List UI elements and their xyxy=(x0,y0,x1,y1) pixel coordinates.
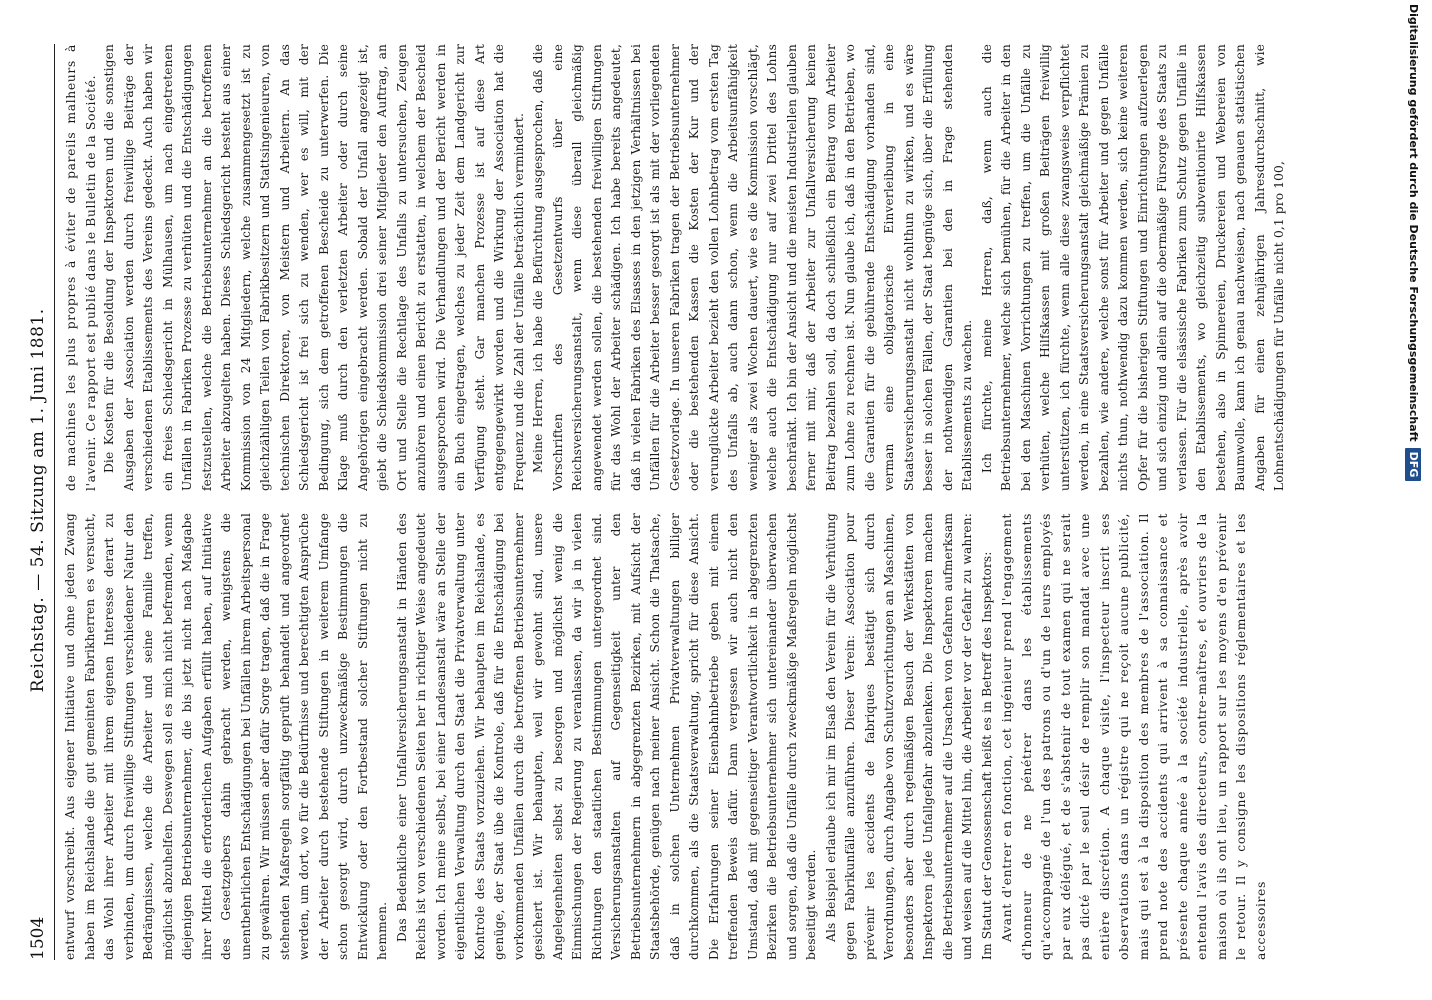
digitization-note xyxy=(1402,4,1424,994)
right-paragraph: Ich fürchte, meine Herren, daß, wenn auch die Betriebsunternehmer, welche sich bemühen, für die Arbeiter in den bei den Maschinen Vorrichtungen zu treffen, um die Unfälle zu verhüten, welche Hilfskassen mit großen Beiträgen freiwillig unterstützen, ich fürchte, wenn alle diese zwangsweise verpflichtet werden, in eine Staatsversicherungsanstalt gleichmäßige Prämien zu bezahlen, wie andere, welche sonst für Arbeiter und gegen Unfälle nichts thun, nothwendig dazu kommen werden, sich keine weiteren Opfer für die bisherigen Stiftungen und Einrichtungen aufzuerlegen und sich einzig und allein auf die obermäßige Fürsorge des Staats zu verlassen. Für die elsässische Fabriken zum Schutz gegen Unfälle in den Etablissements, wo gleichzeitig subventionirte Hilfskassen bestehen, also in Spinnereien, Druckereien und Webereien von Baumwolle, kann ich genau nachweisen, nach genauen statistischen Angaben für einen zehnjährigen Jahresdurchschnitt, wie Lohnentschädigungen für Unfälle nicht 0,1 pro 100, xyxy=(979,44,1286,491)
page-number: 1504 xyxy=(28,916,48,960)
header-rule xyxy=(54,44,55,960)
running-title: Reichstag. — 54. Sitzung am 1. Juni 1881. xyxy=(28,308,48,693)
page-header xyxy=(28,44,48,960)
right-paragraph-french: de machines les plus propres à éviter de pareils malheurs à l'avenir. Ce rapport est publié dans le Bulletin de la Société. xyxy=(63,44,98,491)
text-columns xyxy=(61,44,1381,960)
left-column xyxy=(61,513,1381,960)
left-paragraph: entwurf vorschreibt. Aus eigener Initiative und ohne jeden Zwang haben im Reichslande die gut gemeinten Fabrikherren es versucht, das Wohl ihrer Arbeiter mit ihrem eigenen Interesse derart zu verbinden, um durch freiwillige Stiftungen verschiedener Natur den Bedrängnissen, welche die Arbeiter und seine Familie treffen, möglichst abzuhelfen. Deswegen soll es mich nicht befremden, wenn diejenigen Betriebsunternehmer, die bis jetzt nicht nach Maßgabe ihrer Mittel die erforderlichen Aufgaben erfüllt haben, auf Initiative des Gesetzgebers dahin gebracht werden, wenigstens die unentbehrlichen Entschädigungen bei Unfällen ihrem Arbeitspersonal zu gewähren. Wir müssen aber dafür Sorge tragen, daß die in Frage stehenden Maßregeln sorgfältig geprüft behandelt und angeordnet werden, um dort, wo für die Bedürfnisse und berechtigten Ansprüche der Arbeiter durch bestehende Stiftungen in weiterem Umfange schon gesorgt wird, durch unzweckmäßige Bestimmungen die Entwicklung oder den Fortbestand solcher Stiftungen nicht zu hemmen. xyxy=(63,513,389,960)
digitization-note-text-wrap xyxy=(1402,4,1424,994)
digitization-note-text: Digitalisierung gefördert durch die Deutsche Forschungsgemeinschaft xyxy=(1407,4,1420,442)
right-column xyxy=(61,44,1381,491)
left-paragraph-french: Avant d'entrer en fonction, cet ingénieur prend l'engagement d'honneur de ne pénétrer dans les établissements qu'accompagné de l'un des patrons ou d'un de leurs employés par eux délégué, et de s'abstenir de tout examen qui ne serait pas dicté par le seul désir de remplir son mandat avec une entière discrétion. A chaque visite, l'inspecteur inscrit ses observations dans un régistre qui ne reçoit aucune publicité, mais qui est à la disposition des membres de l'association. Il prend note des accidents qui arrivent à sa connaissance et présente chaque année à la société industrielle, après avoir entendu l'avis des directeurs, contre-maîtres, et ouvriers de la maison où ils ont lieu, un rapport sur les moyens d'en prévenir le retour. Il y consigne les dispositions réglementaires et les accessoires xyxy=(999,513,1268,960)
left-paragraph: Als Beispiel erlaube ich mir im Elsaß den Verein für die Verhütung gegen Fabrikunfälle anzuführen. Dieser Verein: Association pour prévenir les accidents de fabriques bestätigt sich durch Verordnungen, durch Angabe von Schutzvorrichtungen an Maschinen, besonders aber durch regelmäßigen Besuch der Werkstätten von Inspektoren jede Unfallgefahr abzulenken. Die Inspektoren machen die Betriebsunternehmer auf die Ursachen von Gefahren aufmerksam und weisen auf die Mittel hin, die Arbeiter vor der Gefahr zu wahren: Im Statut der Genossenschaft heißt es in Betreff des Inspektors: xyxy=(823,513,994,960)
dfg-logo: DFG xyxy=(1405,448,1421,482)
right-paragraph: Die Kosten für die Besoldung der Inspektoren und die sonstigen Ausgaben der Association werden durch freiwillige Beiträge der verschiedenen Etablissements des Vereins gedeckt. Auch haben wir ein freies Schiedsgericht in Mülhausen, um nach eingetretenen Unfällen in Fabriken Prozesse zu verhüten und die Entschädigungen festzustellen, welche die Betriebsunternehmer an die betroffenen Arbeiter abzugelten haben. Dieses Schiedsgericht besteht aus einer Kommission von 24 Mitgliedern, welche zusammengesetzt ist zu gleichzähligen Teilen von Fabrikbesitzern und Stattsingenieuren, von technischen Direktoren, von Meistern und Arbeitern. An das Schiedsgericht ist frei sich zu wenden, wer es will, mit der Bedingung, sich dem getroffenen Bescheide zu unterwerfen. Die Klage muß durch den verletzten Arbeiter oder durch seine Angehörigen eingebracht werden. Sobald der Unfall angezeigt ist, giebt die Schiedskommission drei seiner Mitglieder den Auftrag, an Ort und Stelle die Rechtlage des Unfalls zu untersuchen, Zeugen anzuhören und einen Bericht zu erstatten, in welchem der Bescheid ausgesprochen wird. Die Verhandlungen und der Bericht werden in ein Buch eingetragen, welches zu jeder Zeit dem Landgericht zur Verfügung steht. Gar manchen Prozesse ist auf diese Art entgegengewirkt worden und die Wirkung der Association hat die Frequenz und die Zahl der Unfälle beträchtlich vermindert. xyxy=(102,44,526,491)
left-paragraph: Das Bedenkliche einer Unfallversicherungsanstalt in Händen des Reichs ist von verschiedenen Seiten her in richtiger Weise angedeutet worden. Ich meine selbst, bei einer Landesanstalt wäre an Stelle der eigentlichen Verwaltung durch den Staat die Privatverwaltung unter Kontrole des Staats vorzuziehen. Wir behaupten im Reichslande, es genüge, der Staat übe die Kontrole, daß für die Entschädigung bei vorkommenden Unfällen durch die betroffenen Betriebsunternehmer gesichert ist. Wir behaupten, weil wir gewohnt sind, unsere Angelegenheiten selbst zu besorgen und möglichst wenig die Einmischungen der Regierung zu veranlassen, da wir ja in vielen Richtungen den staatlichen Bestimmungen untergeordnet sind. Versicherungsanstalten auf Gegenseitigkeit unter den Betriebsunternehmern in abgegrenzten Bezirken, mit Aufsicht der Staatsbehörde, genügen nach meiner Ansicht. Schon die Thatsache, daß in solchen Unternehmen Privatverwaltungen billiger durchkommen, als die Staatsverwaltung, spricht für diese Ansicht. Die Erfahrungen seiner Eisenbahnbetriebe geben mit einem treffenden Beweis dafür. Dann vergessen wir auch nicht den Umstand, daß mit gegenseitiger Verantwortlichkeit in abgegrenzten Bezirken die Betriebsunternehmer sich untereinander überwachen und sorgen, daß die Unfälle durch zweckmäßige Maßregeln möglichst beseitigt werden. xyxy=(394,513,818,960)
right-paragraph: Meine Herren, ich habe die Befürchtung ausgesprochen, daß die Vorschriften des Gesetzentwurfs über eine Reichsversicherungsanstalt, wenn diese überall gleichmäßig angewendet werden sollen, die bestehenden freiwilligen Stiftungen für das Wohl der Arbeiter schädigen. Ich habe bereits angedeutet, daß in vielen Fabriken des Elsasses in den jetzigen Verhältnissen bei Unfällen für die Arbeiter besser gesorgt ist als mit der vorliegenden Gesetzvorlage. In unseren Fabriken tragen der Betriebsunternehmer oder die bestehenden Kassen die Kosten der Kur und der verunglückte Arbeiter bezieht den vollen Lohnbetrag vom ersten Tag des Unfalls ab, auch dann schon, wenn die Arbeitsunfähigkeit weniger als zwei Wochen dauert, wie es die Kommission vorschlägt, welche auch die Entschädigung nur auf zwei Drittel des Lohns beschränkt. Ich bin der Ansicht und die meisten Industriellen glauben ferner mit mir, daß der Arbeiter zur Unfallversicherung keinen Beitrag bezahlen soll, da doch schließlich ein Beitrag vom Arbeiter zum Lohne zu rechnen ist. Nun glaube ich, daß in den Betrieben, wo die Garantien für die gebührende Entschädigung vorhanden sind, verman eine obligatorische Einverleibung in eine Staatsversicherungsanstalt nicht wohlthun zu wirken, und es wäre besser in solchen Fällen, der Staat begnüge sich, über die Erfüllung der nothwendigen Garantien bei den in Frage stehenden Etablissements zu wachen. xyxy=(531,44,974,491)
